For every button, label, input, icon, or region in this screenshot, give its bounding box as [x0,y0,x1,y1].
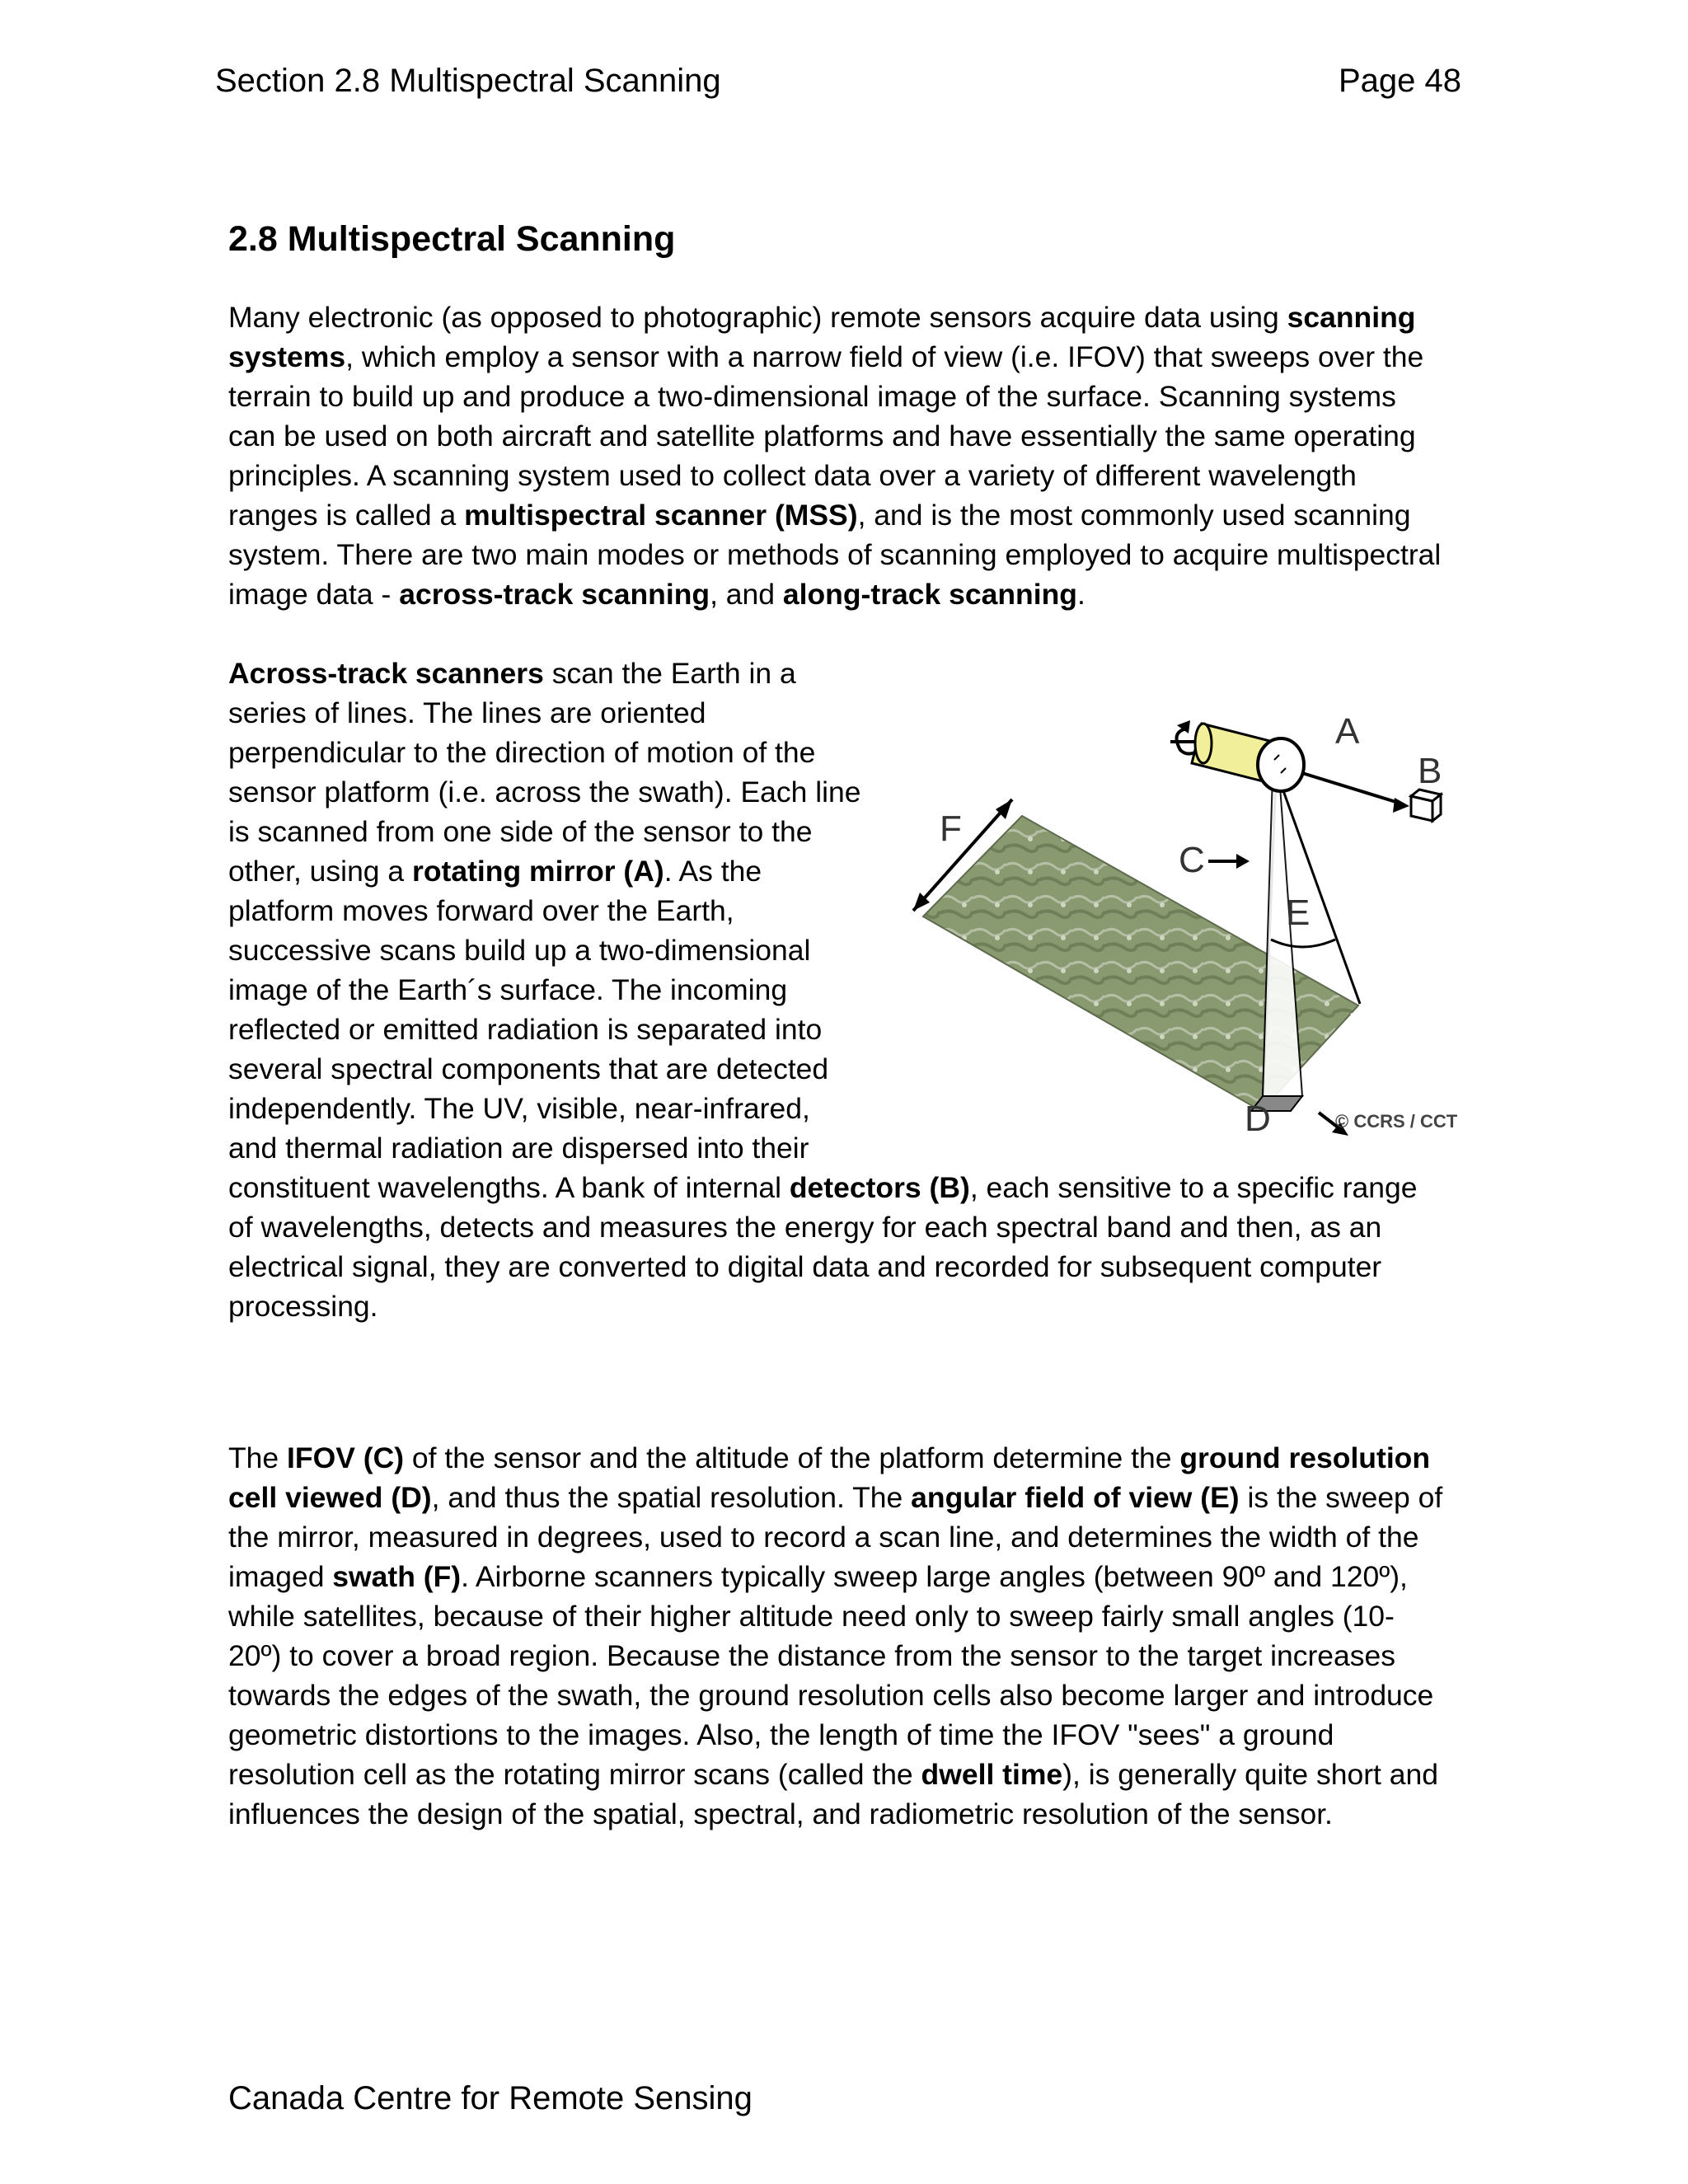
scanner-diagram-svg [874,692,1475,1141]
text-line [228,1517,1442,1557]
text-line [228,1596,1442,1636]
text-run: successive scans build up a two-dimensional [228,934,811,967]
text-run: , each sensitive to a specific range [969,1171,1418,1204]
text-run: series of lines. The lines are oriented [228,696,706,729]
text-line [228,298,1441,337]
text-run: , and thus the spatial resolution. The [431,1481,912,1514]
text-line [228,1168,1418,1207]
text-line [228,1557,1442,1596]
text-line [228,1207,1418,1247]
text-run: perpendicular to the direction of motion of the [228,736,816,769]
text-line [228,1715,1442,1755]
section-title: 2.8 Multispectral Scanning [228,219,676,259]
ifov-beam [1263,775,1302,1096]
text-run: The [228,1441,288,1474]
text-run: 20º) to cover a broad region. Because the distance from the sensor to the target increases [228,1639,1396,1672]
paragraph-ifov [228,1438,1442,1834]
bold-term: ground resolution [1179,1441,1431,1474]
text-line [228,495,1441,535]
text-run: . As the [663,855,762,888]
text-run: imaged [228,1560,333,1593]
text-run: resolution cell as the rotating mirror scans (called the [228,1758,921,1791]
bold-term: cell viewed (D) [228,1481,432,1514]
text-run: electrical signal, they are converted to digital data and recorded for subsequent computer [228,1250,1382,1283]
text-run: sensor platform (i.e. across the swath). Each line [228,776,861,808]
bold-term: rotating mirror (A) [412,855,664,888]
text-run: of the sensor and the altitude of the platform determine the [404,1441,1180,1474]
label-b: B [1418,751,1442,791]
bold-term: along-track scanning [782,578,1077,611]
text-run: ranges is called a [228,499,465,532]
text-run: , which employ a sensor with a narrow field of view (i.e. IFOV) that sweeps over the [345,340,1424,373]
text-run: constituent wavelengths. A bank of internal [228,1171,790,1204]
text-run: scan the Earth in a [543,657,796,690]
text-run: image of the Earth´s surface. The incoming [228,973,788,1006]
bold-term: scanning [1287,301,1416,334]
text-line [228,1438,1442,1478]
text-line [228,1794,1442,1834]
text-run: geometric distortions to the images. Also, the length of time the IFOV "sees" a ground [228,1718,1334,1751]
text-line [228,535,1441,574]
text-run: principles. A scanning system used to collect data over a variety of different wavelength [228,459,1357,492]
text-run: influences the design of the spatial, spectral, and radiometric resolution of the sensor. [228,1797,1333,1830]
rotating-mirror [1258,738,1304,791]
text-run: the mirror, measured in degrees, used to record a scan line, and determines the width of the [228,1521,1419,1554]
text-run: ), is generally quite short and [1062,1758,1439,1791]
label-e: E [1286,893,1311,933]
footer: Canada Centre for Remote Sensing [228,2080,753,2116]
text-run: platform moves forward over the Earth, [228,894,734,927]
text-line [228,574,1441,614]
bold-term: swath (F) [332,1560,462,1593]
text-run: is the sweep of [1239,1481,1443,1514]
text-run: several spectral components that are detected [228,1052,829,1085]
text-run: independently. The UV, visible, near-infrared, [228,1092,810,1125]
running-header [215,59,1461,102]
text-run: other, using a [228,855,413,888]
across-track-scanner-diagram [874,692,1475,1141]
bold-term: systems [228,340,346,373]
label-d: D [1245,1099,1271,1139]
text-run: , and is the most commonly used scanning [857,499,1411,532]
text-run: . Airborne scanners typically sweep large angles (between 90º and 120º), [461,1560,1408,1593]
label-f: F [940,808,962,849]
text-line [228,654,1418,693]
bold-term: IFOV (C) [287,1441,405,1474]
text-run: is scanned from one side of the sensor to the [228,815,813,848]
text-run: and thermal radiation are dispersed into their [228,1132,809,1165]
text-line [228,1636,1442,1675]
text-run: can be used on both aircraft and satellite platforms and have essentially the same operating [228,419,1416,452]
text-run: . [1076,578,1085,611]
text-line [228,456,1441,495]
text-run: of wavelengths, detects and measures the energy for each spectral band and then, as an [228,1211,1382,1244]
text-line [228,1286,1418,1326]
label-c: C [1179,840,1205,880]
text-line [228,1755,1442,1794]
text-line [228,337,1441,377]
label-a: A [1335,711,1360,752]
text-line [228,1478,1442,1517]
bold-term: Across-track scanners [228,657,544,690]
text-line [228,1247,1418,1286]
figure-credit: © CCRS / CCT [1335,1111,1458,1132]
bold-term: detectors (B) [789,1171,970,1204]
text-run: towards the edges of the swath, the ground resolution cells also become larger and introduce [228,1679,1434,1712]
header-section: Section 2.8 Multispectral Scanning [215,63,721,99]
text-line [228,377,1441,416]
bold-term: dwell time [921,1758,1063,1791]
bold-term: angular field of view (E) [911,1481,1240,1514]
text-line [228,416,1441,456]
text-run: , and [710,578,783,611]
text-run: while satellites, because of their higher altitude need only to sweep fairly small angles (10- [228,1600,1395,1633]
text-line [228,1675,1442,1715]
text-run: terrain to build up and produce a two-dimensional image of the surface. Scanning systems [228,380,1396,413]
text-run: system. There are two main modes or methods of scanning employed to acquire multispectral [228,538,1442,571]
text-run: Many electronic (as opposed to photographic) remote sensors acquire data using [228,301,1287,334]
text-run: image data - [228,578,400,611]
text-run: processing. [228,1290,378,1323]
text-run: reflected or emitted radiation is separated into [228,1013,823,1046]
bold-term: multispectral scanner (MSS) [464,499,858,532]
page-number: Page 48 [1338,63,1461,99]
bold-term: across-track scanning [399,578,710,611]
paragraph-intro [228,298,1441,614]
